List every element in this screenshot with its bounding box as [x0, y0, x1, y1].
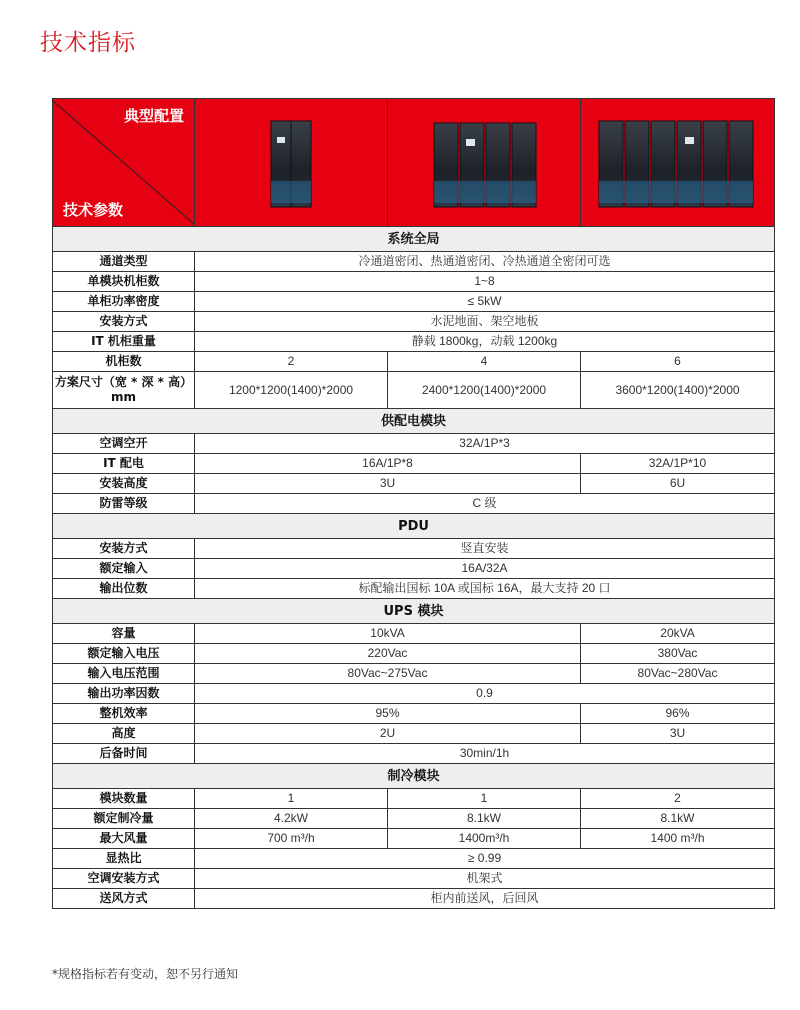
row-value: 3600*1200(1400)*2000: [581, 372, 775, 409]
row-label: IT 配电: [53, 454, 195, 474]
table-row: [53, 704, 775, 724]
row-value: 竖直安装: [195, 539, 775, 559]
table-row: [53, 352, 775, 372]
table-row: [53, 559, 775, 579]
row-value: 3U: [195, 474, 581, 494]
config-label: 典型配置: [123, 106, 184, 125]
row-label: 机柜数: [53, 352, 195, 372]
row-value: 380Vac: [581, 644, 775, 664]
row-value: 700 m³/h: [195, 829, 388, 849]
table-row: [53, 829, 775, 849]
row-label: 空调空开: [53, 434, 195, 454]
rack-4-cabinet-image: [388, 99, 581, 227]
row-value: 1~8: [195, 272, 775, 292]
row-label: 空调安装方式: [53, 869, 195, 889]
table-row: [53, 474, 775, 494]
section-row-pdu: [53, 514, 775, 539]
row-value: 80Vac~280Vac: [581, 664, 775, 684]
row-label: 输入电压范围: [53, 664, 195, 684]
table-header-row: [53, 99, 775, 227]
row-value: 水泥地面、架空地板: [195, 312, 775, 332]
row-value: 10kVA: [195, 624, 581, 644]
table-row: [53, 579, 775, 599]
row-label: IT 机柜重量: [53, 332, 195, 352]
row-value: C 级: [195, 494, 775, 514]
row-value: 1200*1200(1400)*2000: [195, 372, 388, 409]
row-value: 30min/1h: [195, 744, 775, 764]
row-label: 容量: [53, 624, 195, 644]
row-value: 16A/1P*8: [195, 454, 581, 474]
row-label: 后备时间: [53, 744, 195, 764]
row-label: 安装方式: [53, 312, 195, 332]
row-value: 1: [195, 789, 388, 809]
table-row: [53, 744, 775, 764]
table-row: [53, 684, 775, 704]
row-value: 1: [388, 789, 581, 809]
row-value: 2U: [195, 724, 581, 744]
row-label: 显热比: [53, 849, 195, 869]
row-label: 单柜功率密度: [53, 292, 195, 312]
row-value: 2: [195, 352, 388, 372]
footnote: *规格指标若有变动，恕不另行通知: [52, 967, 239, 981]
table-row: [53, 312, 775, 332]
row-value: 柜内前送风，后回风: [195, 889, 775, 909]
row-value: ≥ 0.99: [195, 849, 775, 869]
row-label: 额定输入电压: [53, 644, 195, 664]
row-label: 模块数量: [53, 789, 195, 809]
section-title: 供配电模块: [53, 409, 775, 434]
row-value: 0.9: [195, 684, 775, 704]
row-label: 整机效率: [53, 704, 195, 724]
row-value: 6U: [581, 474, 775, 494]
row-value: 1400m³/h: [388, 829, 581, 849]
section-title: 制冷模块: [53, 764, 775, 789]
row-value: 20kVA: [581, 624, 775, 644]
section-title: UPS 模块: [53, 599, 775, 624]
table-row: [53, 539, 775, 559]
row-value: 220Vac: [195, 644, 581, 664]
table-row: [53, 664, 775, 684]
row-value: 1400 m³/h: [581, 829, 775, 849]
section-row-system: [53, 227, 775, 252]
row-label: 额定输入: [53, 559, 195, 579]
rack-2-cabinet-image: [195, 99, 388, 227]
row-value: 4.2kW: [195, 809, 388, 829]
row-label: 最大风量: [53, 829, 195, 849]
section-title: PDU: [53, 514, 775, 539]
row-value: 32A/1P*3: [195, 434, 775, 454]
table-row: [53, 372, 775, 409]
row-value: 8.1kW: [388, 809, 581, 829]
row-value: 3U: [581, 724, 775, 744]
row-value: 机架式: [195, 869, 775, 889]
table-row: [53, 454, 775, 474]
table-row: [53, 644, 775, 664]
header-corner-cell: [53, 99, 195, 227]
row-label: 高度: [53, 724, 195, 744]
table-row: [53, 889, 775, 909]
row-value: 4: [388, 352, 581, 372]
row-label: 额定制冷量: [53, 809, 195, 829]
row-value: 静载 1800kg，动载 1200kg: [195, 332, 775, 352]
row-value: 6: [581, 352, 775, 372]
table-row: [53, 494, 775, 514]
row-value: 8.1kW: [581, 809, 775, 829]
table-row: [53, 434, 775, 454]
row-value: 32A/1P*10: [581, 454, 775, 474]
table-row: [53, 332, 775, 352]
row-value: 80Vac~275Vac: [195, 664, 581, 684]
params-label: 技术参数: [63, 200, 124, 219]
row-label: 防雷等级: [53, 494, 195, 514]
section-row-power: [53, 409, 775, 434]
table-row: [53, 252, 775, 272]
row-label: 方案尺寸（宽 * 深 * 高）mm: [53, 372, 195, 409]
section-title: 系统全局: [53, 227, 775, 252]
table-row: [53, 849, 775, 869]
table-row: [53, 292, 775, 312]
table-row: [53, 869, 775, 889]
row-label: 安装方式: [53, 539, 195, 559]
row-label: 通道类型: [53, 252, 195, 272]
row-value: 2: [581, 789, 775, 809]
row-label: 安装高度: [53, 474, 195, 494]
table-row: [53, 624, 775, 644]
row-value: 96%: [581, 704, 775, 724]
row-value: 95%: [195, 704, 581, 724]
row-value: 标配输出国标 10A 或国标 16A，最大支持 20 口: [195, 579, 775, 599]
row-label: 输出位数: [53, 579, 195, 599]
table-row: [53, 809, 775, 829]
row-value: ≤ 5kW: [195, 292, 775, 312]
spec-table: [52, 98, 775, 909]
table-row: [53, 789, 775, 809]
page-title: 技术指标: [40, 30, 136, 56]
table-row: [53, 724, 775, 744]
table-row: [53, 272, 775, 292]
section-row-ups: [53, 599, 775, 624]
row-label: 单模块机柜数: [53, 272, 195, 292]
row-value: 16A/32A: [195, 559, 775, 579]
rack-6-cabinet-image: [581, 99, 775, 227]
row-label: 送风方式: [53, 889, 195, 909]
row-value: 2400*1200(1400)*2000: [388, 372, 581, 409]
row-value: 冷通道密闭、热通道密闭、冷热通道全密闭可选: [195, 252, 775, 272]
section-row-cooling: [53, 764, 775, 789]
row-label: 输出功率因数: [53, 684, 195, 704]
